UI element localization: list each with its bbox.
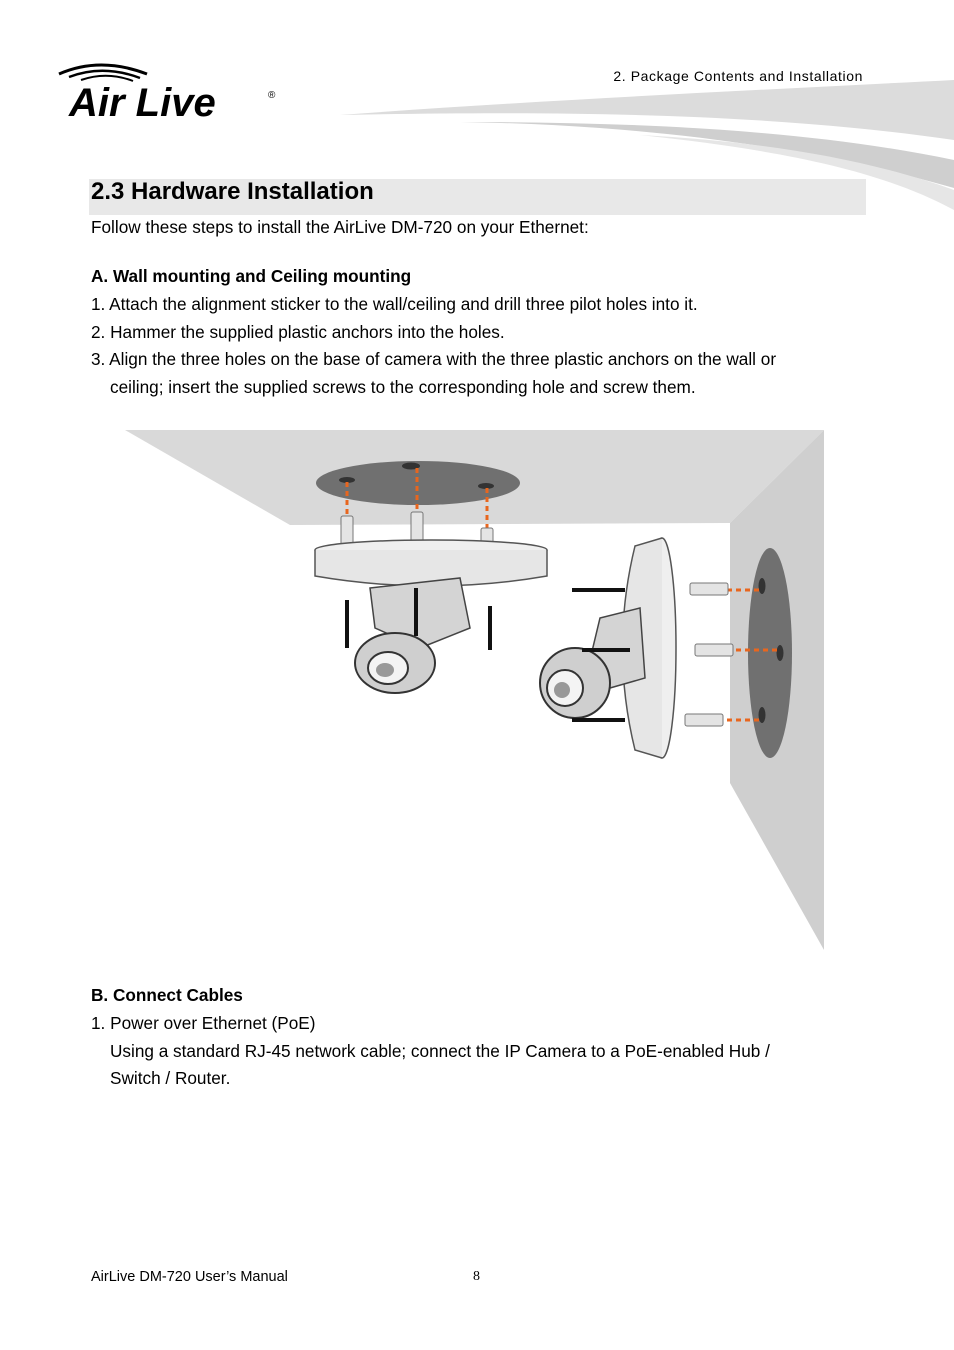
footer-manual-title: AirLive DM-720 User’s Manual	[91, 1269, 288, 1285]
section-title: 2.3 Hardware Installation	[91, 178, 374, 205]
step-2: 2. Hammer the supplied plastic anchors into the holes.	[91, 322, 505, 342]
svg-text:®: ®	[268, 90, 276, 101]
mounting-illustration	[120, 428, 830, 953]
logo-lettering: Air Live	[69, 81, 216, 125]
poe-desc-line-1: Using a standard RJ-45 network cable; connect the IP Camera to a PoE-enabled Hub /	[110, 1041, 770, 1061]
poe-item: 1. Power over Ethernet (PoE)	[91, 1013, 316, 1033]
part-b-heading: B. Connect Cables	[91, 985, 243, 1005]
page-number: 8	[473, 1269, 480, 1284]
part-a-heading: A. Wall mounting and Ceiling mounting	[91, 266, 412, 286]
intro-text: Follow these steps to install the AirLive DM-720 on your Ethernet:	[91, 217, 589, 237]
step-3-cont: ceiling; insert the supplied screws to the corresponding hole and screw them.	[110, 377, 696, 397]
wall-mount-disc	[748, 548, 792, 758]
step-1: 1. Attach the alignment sticker to the wall/ceiling and drill three pilot holes into it.	[91, 294, 698, 314]
chapter-header: 2. Package Contents and Installation	[613, 68, 863, 84]
poe-desc-line-2: Switch / Router.	[110, 1068, 231, 1088]
step-3: 3. Align the three holes on the base of camera with the three plastic anchors on the wall or	[91, 349, 777, 369]
